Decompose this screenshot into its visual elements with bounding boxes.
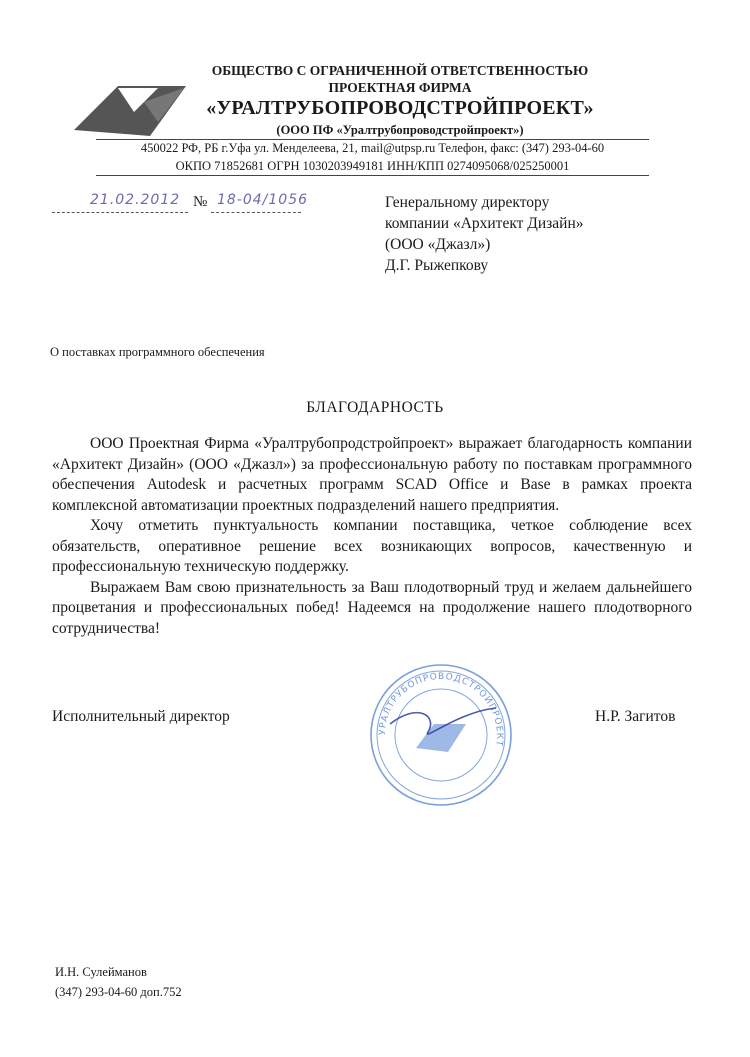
letter-title: БЛАГОДАРНОСТЬ	[306, 399, 444, 416]
stamp-text: УРАЛТРУБОПРОВОДСТРОЙПРОЕКТ	[377, 671, 505, 748]
letter-subject: О поставках программного обеспечения	[50, 345, 265, 359]
addressee-line: (ООО «Джазл»)	[385, 236, 491, 253]
header-line-1: ОБЩЕСТВО С ОГРАНИЧЕННОЙ ОТВЕТСТВЕННОСТЬЮ	[211, 63, 589, 78]
outgoing-number: 18-04/1056	[217, 192, 309, 208]
company-name: «УРАЛТРУБОПРОВОДСТРОЙПРОЕКТ»	[206, 97, 594, 119]
addressee-block	[385, 192, 584, 276]
header-rule-top	[96, 139, 649, 140]
company-codes: ОКПО 71852681 ОГРН 1030203949181 ИНН/КПП 0274095068/025250001	[175, 159, 570, 173]
number-sign: №	[193, 194, 208, 210]
outgoing-date: 21.02.2012	[90, 192, 181, 208]
addressee-line: Генеральному директору	[385, 194, 550, 211]
header-rule-bottom	[96, 175, 649, 176]
letter-body	[52, 434, 692, 639]
signatory-name: Н.Р. Загитов	[595, 708, 676, 725]
body-paragraph: Выражаем Вам свою признательность за Ваш плодотворный труд и желаем дальнейшего процветания и профессиональных побед! Надеемся на продолжение нашего плодотворного сотрудничества!	[52, 578, 692, 637]
signatory-position: Исполнительный директор	[52, 708, 230, 725]
executor-block	[55, 962, 182, 1002]
body-paragraph: Хочу отметить пунктуальность компании поставщика, четкое соблюдение всех обязательств, оперативное решение всех возникающих вопросов, качественную и профессиональную техническую поддержку.	[52, 517, 692, 575]
company-stamp	[368, 662, 514, 808]
header-line-2: ПРОЕКТНАЯ ФИРМА	[328, 80, 472, 95]
executor-phone: (347) 293-04-60 доп.752	[55, 985, 182, 999]
addressee-line: Д.Г. Рыжепкову	[385, 257, 489, 274]
company-logo	[74, 78, 186, 136]
executor-name: И.Н. Сулейманов	[55, 965, 147, 979]
company-address: 450022 РФ, РБ г.Уфа ул. Менделеева, 21, mail@utpsp.ru Телефон, факс: (347) 293-04-60	[140, 141, 605, 155]
addressee-line: компании «Архитект Дизайн»	[385, 215, 584, 232]
company-short-name: (ООО ПФ «Уралтрубопроводстройпроект»)	[276, 123, 524, 137]
body-paragraph: ООО Проектная Фирма «Уралтрубопродстройпроект» выражает благодарность компании «Архитект Дизайн» (ООО «Джазл») за профессиональную работу по поставкам программного обеспечения Autodesk и расчетных программ SCAD Office и Base в рамках проекта комплексной автоматизации проектных подразделений нашего предприятия.	[52, 435, 692, 514]
